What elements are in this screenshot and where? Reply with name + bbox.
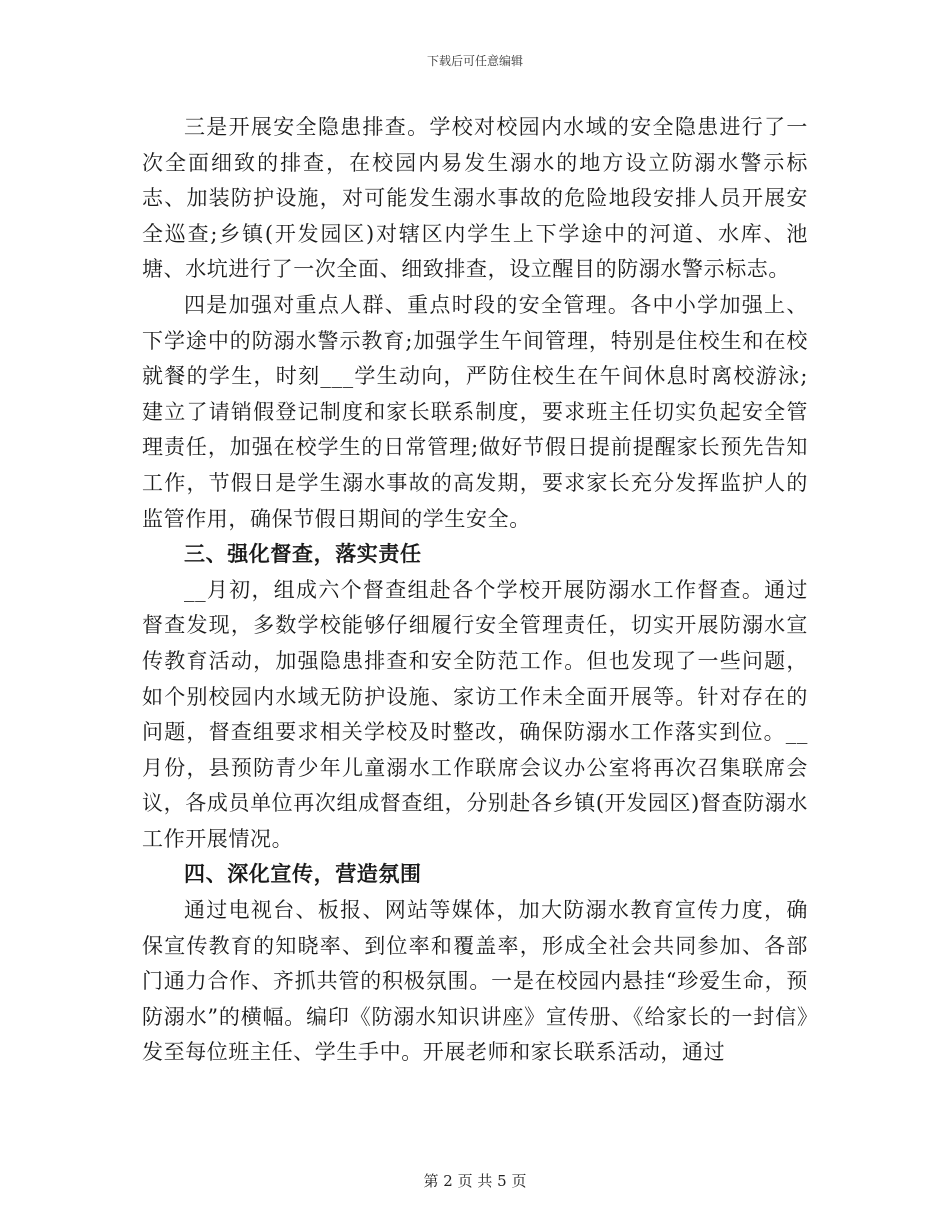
body-paragraph: 三是开展安全隐患排查。学校对校园内水域的安全隐患进行了一次全面细致的排查，在校园内易发生溺水的地方设立防溺水警示标志、加装防护设施，对可能发生溺水事故的危险地段安排人员开展安全巡查;乡镇(开发园区)对辖区内学生上下学途中的河道、水库、池塘、水坑进行了一次全面、细致排查，设立醒目的防溺水警示标志。 [142, 115, 808, 282]
section-heading: 四、深化宣传，营造氛围 [184, 862, 422, 887]
page-header: 下载后可任意编辑 [426, 54, 523, 68]
body-paragraph: 通过电视台、板报、网站等媒体，加大防溺水教育宣传力度，确保宣传教育的知晓率、到位率和覆盖率，形成全社会共同参加、各部门通力合作、齐抓共管的积极氛围。一是在校园内悬挂“珍爱生命，预防溺水”的横幅。编印《防溺水知识讲座》宣传册、《给家长的一封信》发至每位班主任、学生手中。开展老师和家长联系活动，通过 [142, 898, 808, 1065]
page-footer: 第 2 页 共 5 页 [423, 1172, 527, 1190]
section-heading: 三、强化督查，落实责任 [184, 542, 422, 567]
document-body [142, 110, 808, 1071]
body-paragraph: __月初，组成六个督查组赴各个学校开展防溺水工作督查。通过督查发现，多数学校能够仔细履行安全管理责任，切实开展防溺水宣传教育活动，加强隐患排查和安全防范工作。但也发现了一些问题，如个别校园内水域无防护设施、家访工作未全面开展等。针对存在的问题，督查组要求相关学校及时整改，确保防溺水工作落实到位。__月份，县预防青少年儿童溺水工作联席会议办公室将再次召集联席会议，各成员单位再次组成督查组，分别赴各乡镇(开发园区)督查防溺水工作开展情况。 [142, 577, 808, 851]
body-paragraph: 四是加强对重点人群、重点时段的安全管理。各中小学加强上、下学途中的防溺水警示教育;加强学生午间管理，特别是住校生和在校就餐的学生，时刻___学生动向，严防住校生在午间休息时离校游泳;建立了请销假登记制度和家长联系制度，要求班主任切实负起安全管理责任，加强在校学生的日常管理;做好节假日提前提醒家长预先告知工作，节假日是学生溺水事故的高发期，要求家长充分发挥监护人的监管作用，确保节假日期间的学生安全。 [142, 292, 808, 531]
